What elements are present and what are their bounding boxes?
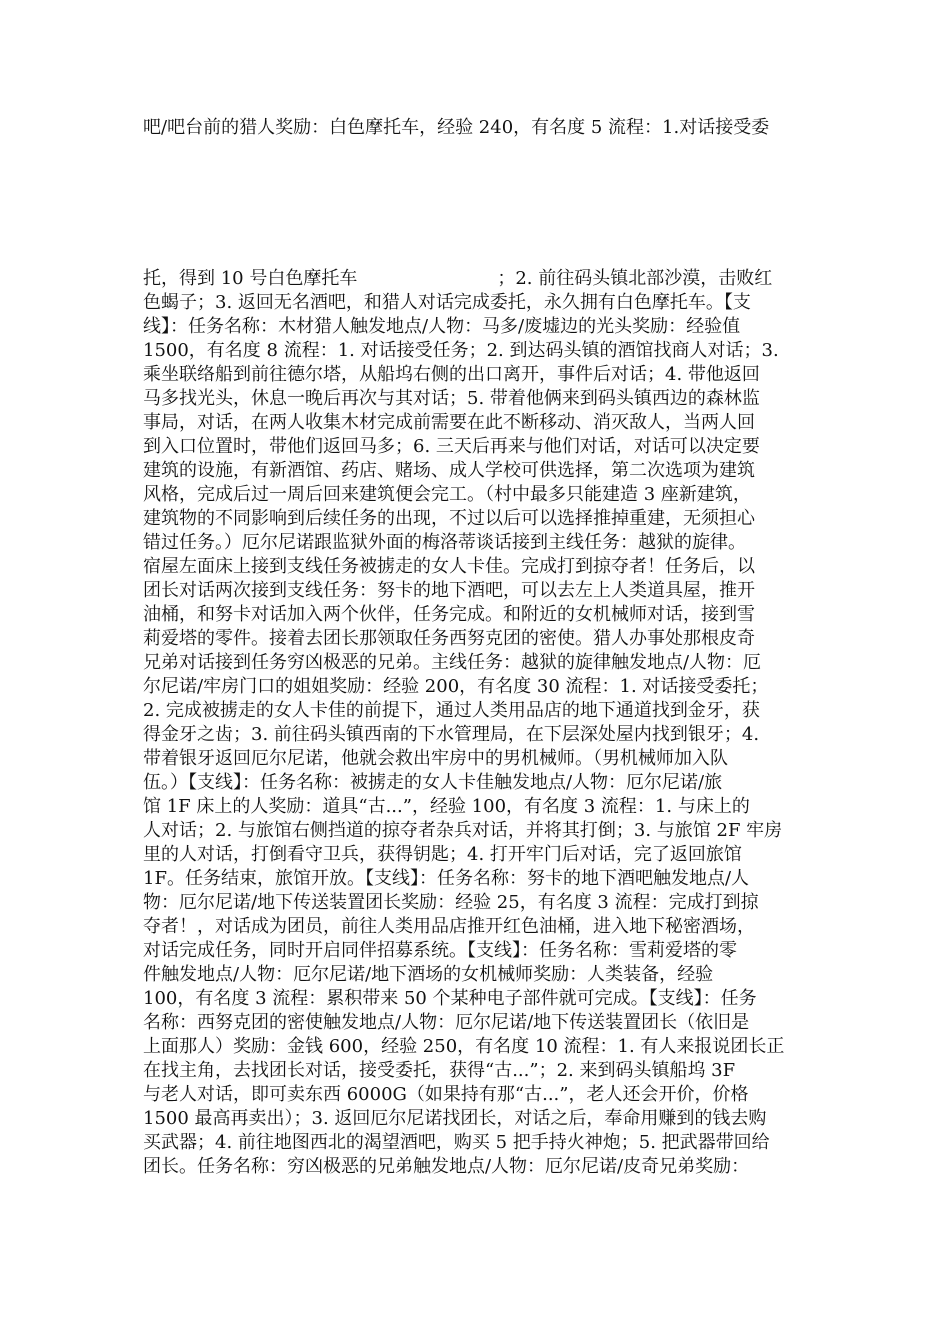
- text-line: 1500 最高再卖出）；3. 返回厄尔尼诺找团长，对话之后，奉命用赚到的钱去购: [143, 1108, 767, 1129]
- text-line: 兄弟对话接到任务穷凶极恶的兄弟。主线任务：越狱的旋律触发地点/人物：厄: [143, 652, 762, 673]
- text-line: 错过任务。）厄尔尼诺跟监狱外面的梅洛蒂谈话接到主线任务：越狱的旋律。: [143, 532, 746, 553]
- text-line: 1500，有名度 8 流程：1. 对话接受任务；2. 到达码头镇的酒馆找商人对话；3.: [143, 340, 779, 361]
- text-line: 物：厄尔尼诺/地下传送装置团长奖励：经验 25，有名度 3 流程：完成打到掠: [143, 892, 759, 913]
- text-line: 上面那人）奖励：金钱 600，经验 250，有名度 10 流程：1. 有人来报说团长正: [143, 1036, 785, 1057]
- text-line: 建筑物的不同影响到后续任务的出现，不过以后可以选择推掉重建，无须担心: [143, 508, 755, 529]
- text-line: 到入口位置时，带他们返回马多；6. 三天后再来与他们对话，对话可以决定要: [143, 436, 760, 457]
- text-line: 伍。）【支线】：任务名称：被掳走的女人卡佳触发地点/人物：厄尔尼诺/旅: [143, 772, 723, 793]
- text-line: 团长。任务名称：穷凶极恶的兄弟触发地点/人物：厄尔尼诺/皮奇兄弟奖励：: [143, 1156, 750, 1177]
- text-line: 建筑的设施，有新酒馆、药店、赌场、成人学校可供选择，第二次选项为建筑: [143, 460, 755, 481]
- text-line: 团长对话两次接到支线任务：努卡的地下酒吧，可以去左上人类道具屋，推开: [143, 580, 755, 601]
- text-line: 人对话；2. 与旅馆右侧挡道的掠夺者杂兵对话，并将其打倒；3. 与旅馆 2F 牢房: [143, 820, 783, 841]
- text-line: 风格，完成后过一周后回来建筑便会完工。（村中最多只能建造 3 座新建筑，: [143, 484, 751, 505]
- text-line: 宿屋左面床上接到支线任务被掳走的女人卡佳。完成打到掠夺者！任务后，以: [143, 556, 755, 577]
- text-line: 2. 完成被掳走的女人卡佳的前提下，通过人类用品店的地下通道找到金牙，获: [143, 700, 760, 721]
- text-line: 买武器；4. 前往地图西北的渴望酒吧，购买 5 把手持火神炮；5. 把武器带回给: [143, 1132, 770, 1153]
- text-line: 100，有名度 3 流程：累积带来 50 个某种电子部件就可完成。【支线】：任务: [143, 988, 757, 1009]
- text-line: 线】：任务名称：木材猎人触发地点/人物：马多/废墟边的光头奖励：经验值: [143, 316, 741, 337]
- text-line: 名称：西努克团的密使触发地点/人物：厄尔尼诺/地下传送装置团长（依旧是: [143, 1012, 750, 1033]
- text-line: 事局，对话，在两人收集木材完成前需要在此不断移动、消灭敌人，当两人回: [143, 412, 755, 433]
- text-line: 马多找光头，休息一晚后再次与其对话；5. 带着他俩来到码头镇西边的森林监: [143, 388, 760, 409]
- text-line: 尔尼诺/牢房门口的姐姐奖励：经验 200，有名度 30 流程：1. 对话接受委托；: [143, 676, 769, 697]
- text-line: 带着银牙返回厄尔尼诺，他就会救出牢房中的男机械师。（男机械师加入队: [143, 748, 728, 769]
- text-line: 莉爱塔的零件。接着去团长那领取任务西努克团的密使。猎人办事处那根皮奇: [143, 628, 755, 649]
- text-line: 对话完成任务，同时开启同伴招募系统。【支线】：任务名称：雪莉爱塔的零: [143, 940, 737, 961]
- text-line-1: 吧/吧台前的猎人奖励：白色摩托车，经验 240，有名度 5 流程：1.对话接受委: [143, 117, 770, 138]
- text-line-2-right: ；2. 前往码头镇北部沙漠，击败红: [497, 268, 773, 289]
- text-line: 件触发地点/人物：厄尔尼诺/地下酒场的女机械师奖励：人类装备，经验: [143, 964, 714, 985]
- text-line-2-left: 托，得到 10 号白色摩托车: [143, 268, 358, 289]
- text-line: 在找主角，去找团长对话，接受委托，获得“古...”；2. 来到码头镇船坞 3F: [143, 1060, 736, 1081]
- text-line: 夺者！，对话成为团员，前往人类用品店推开红色油桶，进入地下秘密酒场，: [143, 916, 755, 937]
- text-line: 里的人对话，打倒看守卫兵，获得钥匙；4. 打开牢门后对话，完了返回旅馆: [143, 844, 742, 865]
- text-line: 馆 1F 床上的人奖励：道具“古...”，经验 100，有名度 3 流程：1. 与床上的: [143, 796, 750, 817]
- text-line: 色蝎子；3. 返回无名酒吧，和猎人对话完成委托，永久拥有白色摩托车。【支: [143, 292, 751, 313]
- text-line: 与老人对话，即可卖东西 6000G（如果持有那“古...”，老人还会开价，价格: [143, 1084, 749, 1105]
- text-line: 得金牙之齿；3. 前往码头镇西南的下水管理局，在下层深处屋内找到银牙；4.: [143, 724, 760, 745]
- text-line-2: [143, 268, 807, 290]
- text-line: 油桶，和努卡对话加入两个伙伴，任务完成。和附近的女机械师对话，接到雪: [143, 604, 755, 625]
- text-line: 乘坐联络船到前往德尔塔，从船坞右侧的出口离开，事件后对话；4. 带他返回: [143, 364, 760, 385]
- text-line: 1F。任务结束，旅馆开放。【支线】：任务名称：努卡的地下酒吧触发地点/人: [143, 868, 750, 889]
